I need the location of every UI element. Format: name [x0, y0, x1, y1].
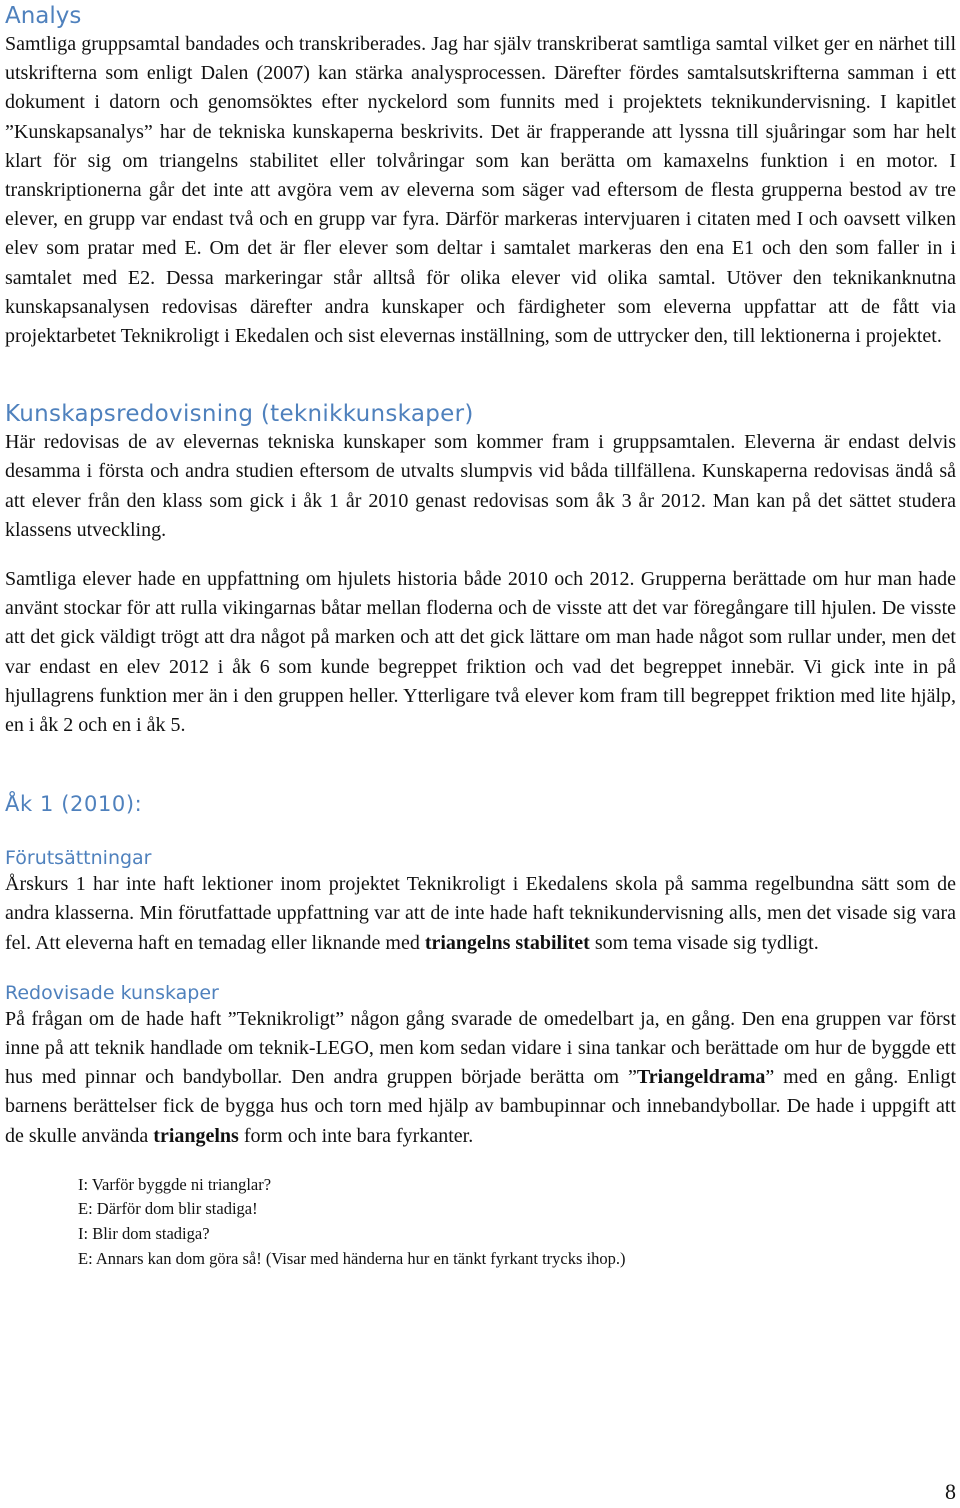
section-heading-analys: Analys [5, 3, 82, 29]
kunskapsredovisning-paragraph-1: Här redovisas de av elevernas tekniska kunskaper som kommer fram i gruppsamtalen. Eleverna är endast delvis desamma i första och andra studien eftersom de utvalts slumpvis vid båda tillfällena. Kunskaperna redovisas ändå så att elever från den klass som gick i åk 1 år 2010 genast redovisas som åk 3 år 2012. Man kan på det sättet studera klassens utveckling. [5, 431, 956, 541]
section-heading-ak1: Åk 1 (2010): [5, 792, 143, 817]
redovisade-text-3: form och inte bara fyrkanter. [238, 1124, 474, 1147]
redovisade-text-2: ” med en gång. Enligt barnens berättelser fick de bygga hus och torn med hjälp av bambupinnar och innebandybollar. De hade i uppgift att de skulle använda [5, 1066, 956, 1147]
forutsattningar-text-end: som tema visade sig tydligt. [589, 931, 819, 954]
subheading-redovisade-kunskaper: Redovisade kunskaper [5, 981, 219, 1004]
dialogue-line: E: Annars kan dom göra så! (Visar med händerna hur en tänkt fyrkant trycks ihop.) [78, 1248, 626, 1268]
forutsattningar-paragraph [5, 870, 956, 958]
analys-paragraph: Samtliga gruppsamtal bandades och transkriberades. Jag har själv transkriberat samtliga samtal vilket ger en närhet till utskrifterna som enligt Dalen (2007) kan stärka analysprocessen. Därefter fördes samtalsutskrifterna samman i ett dokument i datorn och genomsöktes efter nyckelord som funnits med i projektets teknikundervisning. I kapitlet ”Kunskapsanalys” har de tekniska kunskaperna beskrivits. Det är frapperande att lyssna till sjuåringar som har helt klart för sig om triangelns stabilitet eller tolvåringar som kan berätta om kamaxelns funktion i en motor. I transkriptionerna går det inte att avgöra vem av eleverna som säger vad eftersom de flesta grupperna bestod av tre elever, en grupp var endast två och en grupp var fyra. Därför markeras intervjuaren i citaten med I och oavsett vilken elev som pratar med E. Om det är fler elever som deltar i samtalet markeras den ena E1 och den som faller in i samtalet med E2. Dessa markeringar står alltså för olika elever vid olika samtal. Utöver den teknikanknutna kunskapsanalysen redovisas därefter andra kunskaper och färdigheter som eleverna uppfattar att de fått via projektarbetet Teknikroligt i Ekedalen och sist elevernas inställning, som de uttrycker den, till lektionerna i projektet. [5, 33, 956, 348]
redovisade-paragraph [5, 1005, 956, 1151]
dialogue-line: I: Blir dom stadiga? [78, 1224, 210, 1244]
kunskapsredovisning-paragraph-2: Samtliga elever hade en uppfattning om hjulets historia både 2010 och 2012. Grupperna berättade om hur man hade använt stockar för att rulla vikingarnas båtar mellan floderna och de visste att det var föregångare till hjulen. De visste att det gick väldigt trögt att dra något på marken och att det gick lättare om man hade något som rullar under, men det var endast en elev 2012 i åk 6 som kunde begreppet friktion och vad det begreppet innebär. Vi gick inte in på hjullagrens funktion mer än i den gruppen heller. Ytterligare två elever kom fram till begreppet friktion med lite hjälp, en i åk 2 och en i åk 5. [5, 568, 956, 737]
dialogue-line: E: Därför dom blir stadiga! [78, 1199, 258, 1219]
subheading-forutsattningar: Förutsättningar [5, 847, 152, 870]
forutsattningar-text: Årskurs 1 har inte haft lektioner inom projektet Teknikroligt i Ekedalens skola på samma regelbundna sätt som de andra klasserna. Min förutfattade uppfattning var att de inte hade haft teknikundervisning alls, men det visade sig vara fel. Att eleverna haft en temadag eller liknande med [5, 873, 956, 954]
interview-dialogue [78, 1173, 956, 1271]
document-page [5, 0, 956, 1271]
redovisade-emphasis-1: Triangeldrama [636, 1066, 766, 1089]
redovisade-text-1: På frågan om de hade haft ”Teknikroligt” någon gång svarade de omedelbart ja, en gång. Den ena gruppen var först inne på att teknik handlade om teknik-LEGO, men kom sedan vidare i sina tankar och berättade om hur de byggde ett hus med pinnar och bandybollar. Den andra gruppen började berätta om ” [5, 1007, 956, 1089]
section-heading-kunskapsredovisning: Kunskapsredovisning (teknikkunskaper) [5, 401, 474, 428]
dialogue-line: I: Varför byggde ni trianglar? [78, 1174, 272, 1194]
page-number: 8 [945, 1479, 956, 1504]
redovisade-emphasis-2: triangelns [153, 1124, 239, 1147]
forutsattningar-emphasis: triangelns stabilitet [424, 931, 590, 954]
